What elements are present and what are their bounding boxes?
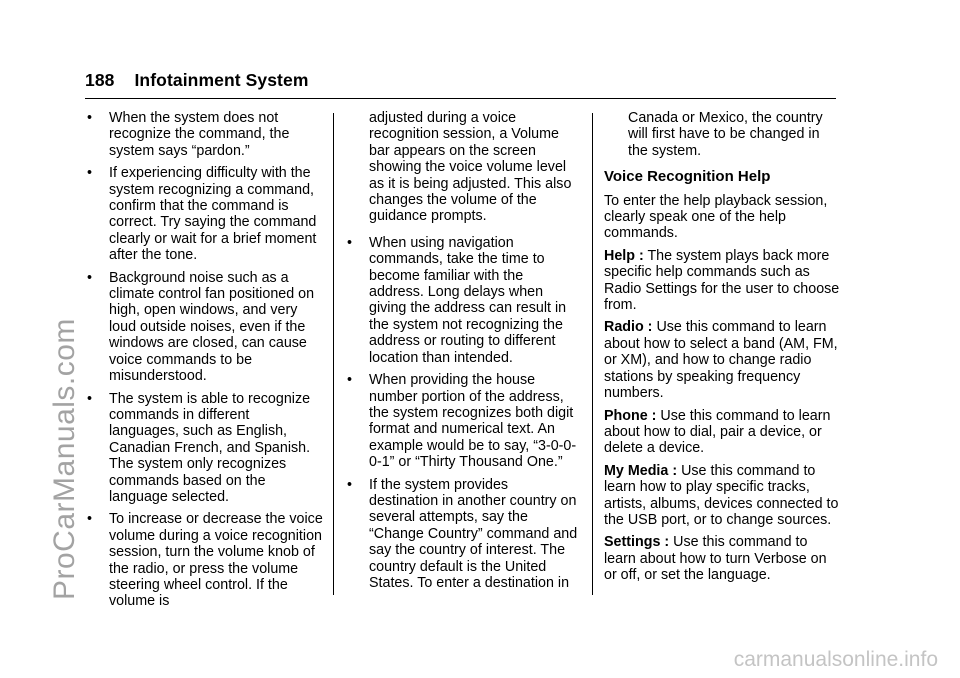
column-divider-2	[592, 113, 593, 595]
side-watermark: ProCarManuals.com	[48, 318, 81, 600]
column-2	[345, 110, 580, 597]
bullet-icon: •	[87, 269, 93, 286]
list-item	[85, 165, 323, 263]
list-item	[345, 372, 580, 470]
list-item-text: The system is able to recognize commands in different languages, such as English, Canadian French, and Spanish. The system only recognizes commands based on the language selected.	[109, 390, 311, 505]
help-entry	[604, 248, 840, 314]
help-term: Radio :	[604, 319, 653, 336]
help-term: Help :	[604, 247, 644, 264]
list-item	[345, 235, 580, 366]
list-item	[345, 477, 580, 592]
list-item-text: When providing the house number portion of the address, the system recognizes both digit format and numerical text. An example would be to say, “3-0-0-0-1” or “Thirty Thousand One.”	[369, 372, 577, 471]
help-entry	[604, 463, 840, 529]
list-item-text: Background noise such as a climate control fan positioned on high, open windows, and very loud outside noises, even if the windows are closed, can cause voice commands to be misunderstood.	[109, 269, 315, 385]
page-number: 188	[85, 70, 115, 90]
help-entry	[604, 319, 840, 401]
help-text: Use this command to learn about how to turn Verbose on or off, or set the language.	[604, 534, 827, 584]
bullet-icon: •	[347, 234, 353, 251]
bullet-icon: •	[87, 390, 93, 407]
column-1	[85, 110, 323, 616]
bullet-icon: •	[87, 165, 93, 182]
bullet-icon: •	[347, 476, 353, 493]
help-term: My Media :	[604, 462, 678, 479]
header-rule	[85, 98, 836, 99]
list-item	[85, 511, 323, 609]
help-text: Use this command to learn about how to dial, pair a device, or delete a device.	[604, 407, 831, 457]
subheading: Voice Recognition Help	[604, 168, 771, 186]
footer-watermark: carmanualsonline.info	[733, 648, 938, 671]
help-term: Settings :	[604, 534, 670, 551]
bullet-icon: •	[87, 110, 93, 126]
help-entry	[604, 408, 840, 457]
list-item-text: When using navigation commands, take the time to become familiar with the address. Long delays when giving the address can result in the system not recognizing the address or routing to different location than intended.	[369, 234, 567, 366]
list-item	[85, 391, 323, 506]
list-item-text: If the system provides destination in another country on several attempts, say the “Change Country” command and say the country of interest. The country default is the United States. To enter a destination in	[369, 476, 578, 591]
page-header	[85, 70, 308, 91]
help-entry	[604, 534, 840, 583]
continued-text: Canada or Mexico, the country will first have to be changed in the system.	[628, 110, 823, 159]
bullet-icon: •	[347, 372, 353, 389]
continued-text: adjusted during a voice recognition session, a Volume bar appears on the screen showing the voice volume level as it is being adjusted. This also changes the volume of the guidance prompts.	[369, 110, 572, 225]
help-text: Use this command to learn about how to select a band (AM, FM, or XM), and how to change radio stations by speaking frequency numbers.	[604, 319, 838, 402]
intro-paragraph: To enter the help playback session, clearly speak one of the help commands.	[604, 192, 828, 242]
help-text: Use this command to learn how to play specific tracks, artists, albums, devices connected to the USB port, or to change sources.	[604, 462, 839, 528]
help-term: Phone :	[604, 407, 657, 424]
list-item-text: To increase or decrease the voice volume during a voice recognition session, turn the volume knob of the radio, or press the volume steering wheel control. If the volume is	[109, 511, 323, 610]
help-text: The system plays back more specific help commands such as Radio Settings for the user to choose from.	[604, 247, 840, 314]
bullet-icon: •	[87, 511, 93, 528]
column-divider-1	[333, 113, 334, 595]
list-item	[85, 270, 323, 385]
section-title: Infotainment System	[134, 70, 309, 90]
list-item	[85, 110, 323, 159]
column-3	[604, 110, 840, 590]
list-item-text: When the system does not recognize the command, the system says “pardon.”	[109, 110, 290, 159]
list-item-text: If experiencing difficulty with the system recognizing a command, confirm that the command is correct. Try saying the command clearly or wait for a brief moment after the tone.	[109, 165, 317, 264]
